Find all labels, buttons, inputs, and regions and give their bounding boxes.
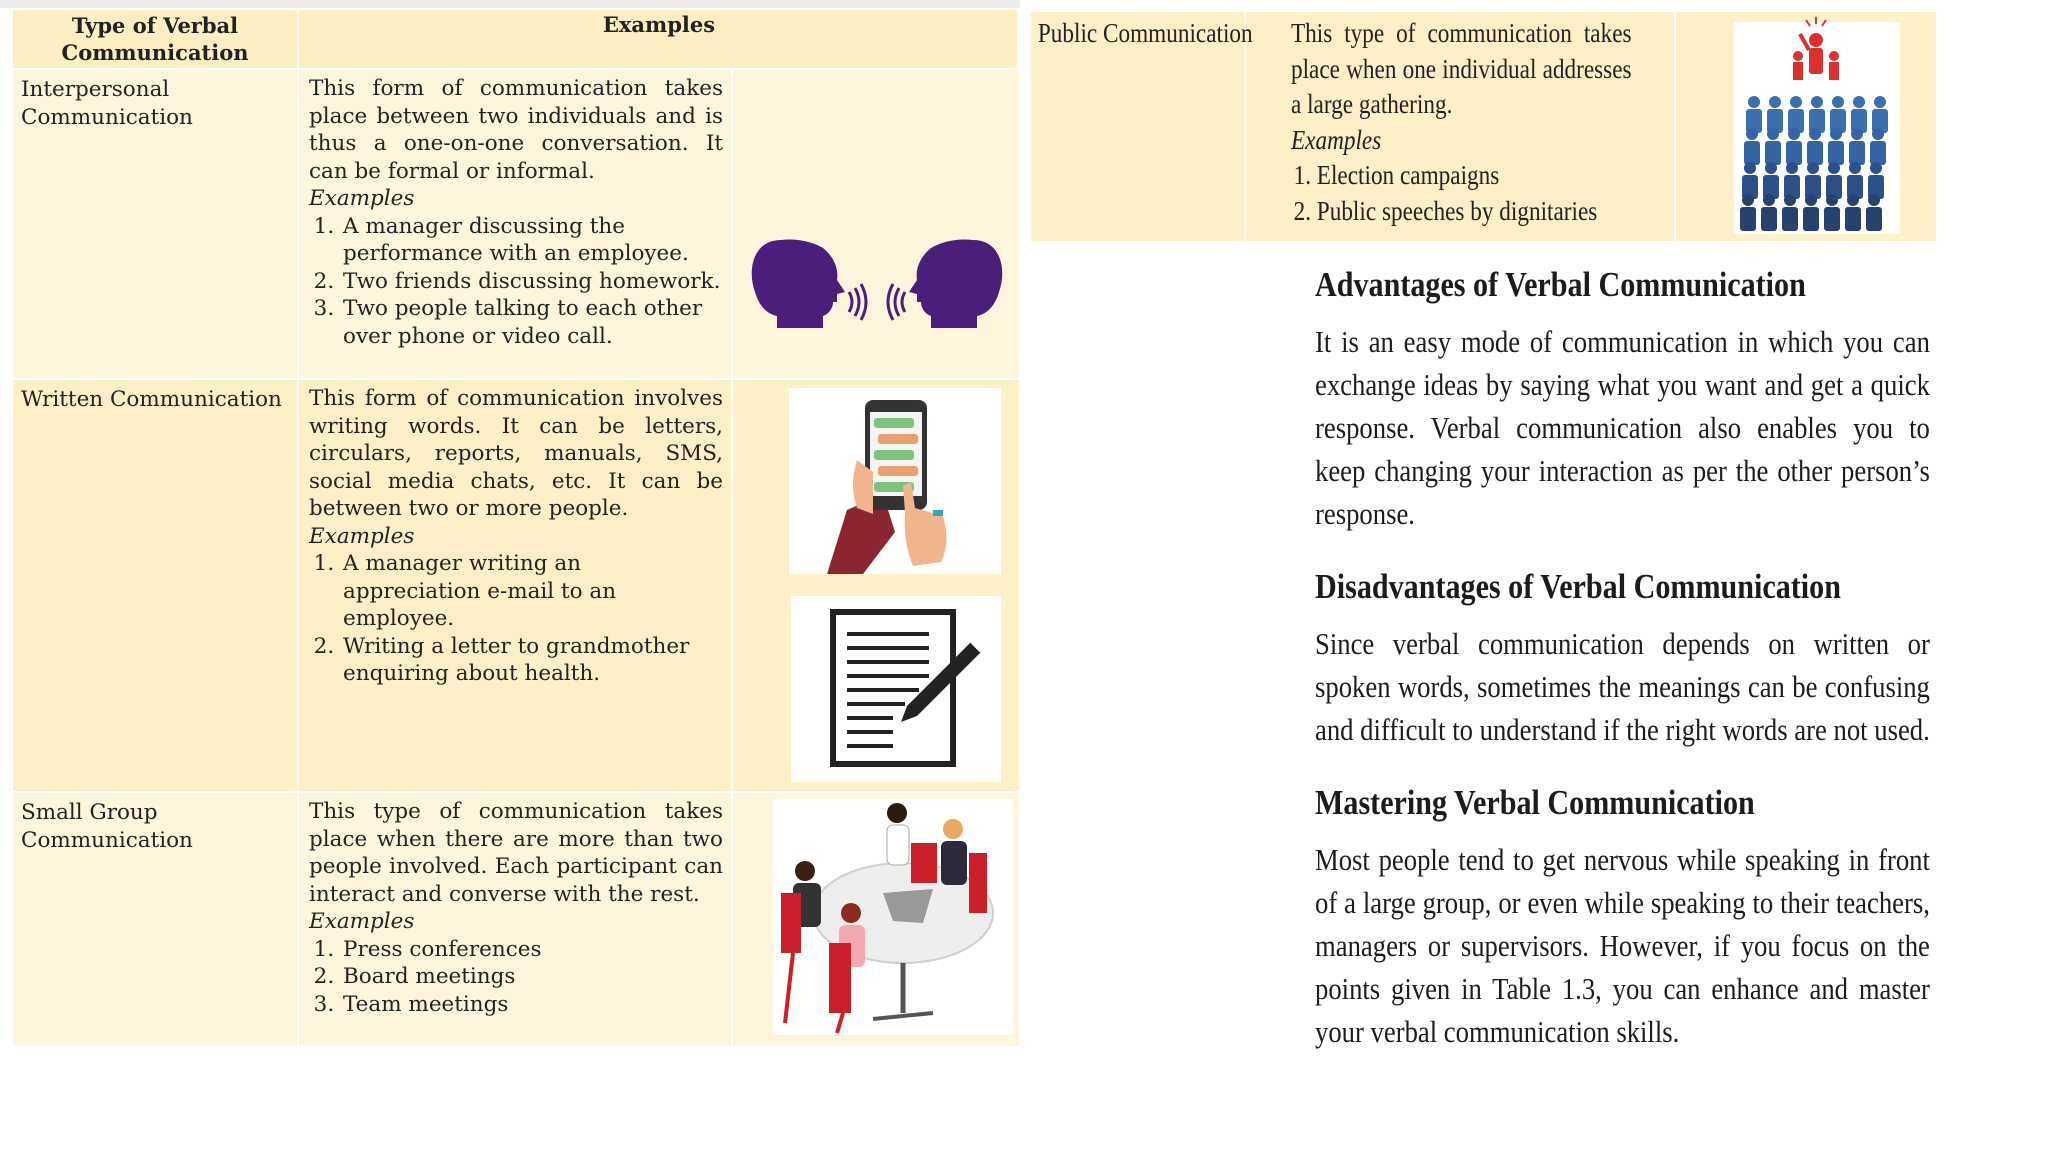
section-body: Since verbal communication depends on written or spoken words, sometimes the meanings can be confusing and difficult to understand if the right words are not used. (1315, 626, 1930, 747)
header-examples-col: Examples (299, 10, 1019, 68)
top-border (0, 0, 1020, 8)
row-description (299, 380, 733, 791)
list-item: 2. Public speeches by dignitaries (1317, 194, 1632, 230)
examples-label: Examples (309, 909, 415, 934)
crowd-person-body (1824, 207, 1840, 231)
description-text: This form of communication takes place between two individuals and is thus a one-on-one conversation. It can be formal or informal. (309, 76, 723, 184)
examples-list (309, 550, 723, 688)
document-pen-icon (733, 594, 1019, 794)
crowd-person-head (1847, 194, 1859, 206)
public-communication-table (1031, 12, 1936, 241)
section-body: Most people tend to get nervous while speaking in front of a large group, or even while speaking to their teachers, managers or supervisors. However, if you focus on the points given in Table 1.3, you can enhance and master your verbal communication skills. (1315, 842, 1930, 1049)
list-item: 2. Writing a letter to grandmother enquiring about health. (341, 633, 723, 688)
list-item: 2. Board meetings (341, 963, 723, 991)
crowd-person-head (1851, 128, 1863, 140)
row-illustration (733, 70, 1019, 378)
table-header-row (13, 10, 1019, 68)
crowd-person-head (1763, 194, 1775, 206)
table-row (13, 791, 1019, 1046)
mastering-section (1315, 780, 1930, 1053)
list-item: 3. Team meetings (341, 991, 723, 1019)
crowd-person-body (1845, 207, 1861, 231)
crowd-person-head (1769, 96, 1781, 108)
list-item: 1. Press conferences (341, 936, 723, 964)
two-heads-talking-icon (733, 70, 1019, 378)
crowd-person-body (1765, 141, 1781, 165)
list-item: 3. Two people talking to each other over phone or video call. (341, 295, 723, 350)
row-illustration (733, 380, 1019, 791)
crowd-person-head (1790, 96, 1802, 108)
crowd-person-head (1849, 162, 1861, 174)
crowd-person-head (1872, 128, 1884, 140)
crowd-person-head (1748, 96, 1760, 108)
examples-label: Examples (1291, 124, 1382, 155)
table-row (13, 378, 1019, 791)
crowd-person-body (1866, 207, 1882, 231)
row-illustration (1676, 12, 1936, 241)
crowd-person-head (1874, 96, 1886, 108)
section-body: It is an easy mode of communication in which you can exchange ideas by saying what you want and get a quick response. Verbal communication also enables you to keep changing your interaction as per the other person’s response. (1315, 324, 1930, 531)
description-text: This type of communication takes place when there are more than two people involved. Each participant can interact and converse with the rest. (309, 799, 723, 907)
crowd-person-head (1746, 128, 1758, 140)
row-description (299, 793, 733, 1046)
crowd-person-head (1765, 162, 1777, 174)
crowd-person-head (1805, 194, 1817, 206)
crowd-person-head (1788, 128, 1800, 140)
crowd-person-head (1868, 194, 1880, 206)
row-type-label: Written Communication (13, 380, 299, 791)
list-item: 1. Election campaigns (1317, 158, 1632, 194)
row-illustration (733, 793, 1019, 1046)
description-text: This form of communication involves writing words. It can be letters, circulars, reports, manuals, SMS, social media chats, etc. It can be between two or more people. (309, 386, 723, 521)
examples-list (1291, 158, 1632, 229)
crowd-person-body (1782, 207, 1798, 231)
crowd-person-head (1744, 162, 1756, 174)
crowd-person-head (1742, 194, 1754, 206)
crowd-person-head (1830, 128, 1842, 140)
crowd-person-head (1828, 162, 1840, 174)
description-text: This type of communication takes place when one individual addresses a large gathering. (1291, 18, 1632, 119)
row-description (299, 70, 733, 378)
crowd-person-head (1853, 96, 1865, 108)
section-heading: Advantages of Verbal Communication (1315, 265, 1806, 304)
crowd-person-head (1811, 96, 1823, 108)
examples-label: Examples (309, 186, 415, 211)
crowd-person-head (1767, 128, 1779, 140)
crowd-person-head (1870, 162, 1882, 174)
crowd-person-head (1809, 128, 1821, 140)
section-heading: Disadvantages of Verbal Communication (1315, 567, 1841, 606)
disadvantages-section (1315, 564, 1930, 751)
phone-chat-icon (733, 382, 1019, 582)
group-meeting-icon (733, 793, 1019, 1038)
list-item: 1. A manager discussing the performance with an employee. (341, 213, 723, 268)
crowd-person-body (1744, 141, 1760, 165)
row-type-label: Small Group Communication (13, 793, 299, 1046)
examples-list (309, 213, 723, 351)
crowd-person-head (1786, 162, 1798, 174)
crowd-person-body (1870, 141, 1886, 165)
crowd-person-body (1786, 141, 1802, 165)
crowd-person-head (1784, 194, 1796, 206)
crowd-person-head (1807, 162, 1819, 174)
list-item: 1. A manager writing an appreciation e-mail to an employee. (341, 550, 723, 633)
crowd-person-body (1740, 207, 1756, 231)
section-heading: Mastering Verbal Communication (1315, 783, 1755, 822)
list-item: 2. Two friends discussing homework. (341, 268, 723, 296)
row-type-label: Interpersonal Communication (13, 70, 299, 378)
row-description (1281, 12, 1676, 241)
crowd-person-body (1849, 141, 1865, 165)
crowd-person-head (1832, 96, 1844, 108)
examples-label: Examples (309, 523, 415, 549)
row-type-label: Public Communication (1031, 12, 1246, 241)
table-row (13, 68, 1019, 378)
crowd-person-body (1803, 207, 1819, 231)
crowd-speaker-icon (1676, 12, 1936, 241)
verbal-communication-table (13, 10, 1019, 1046)
crowd-person-body (1761, 207, 1777, 231)
crowd-person-body (1828, 141, 1844, 165)
advantages-section (1315, 262, 1930, 535)
crowd-person-head (1826, 194, 1838, 206)
examples-list (309, 936, 723, 1019)
header-type-col: Type of Verbal Communication (13, 10, 299, 68)
crowd-person-body (1807, 141, 1823, 165)
